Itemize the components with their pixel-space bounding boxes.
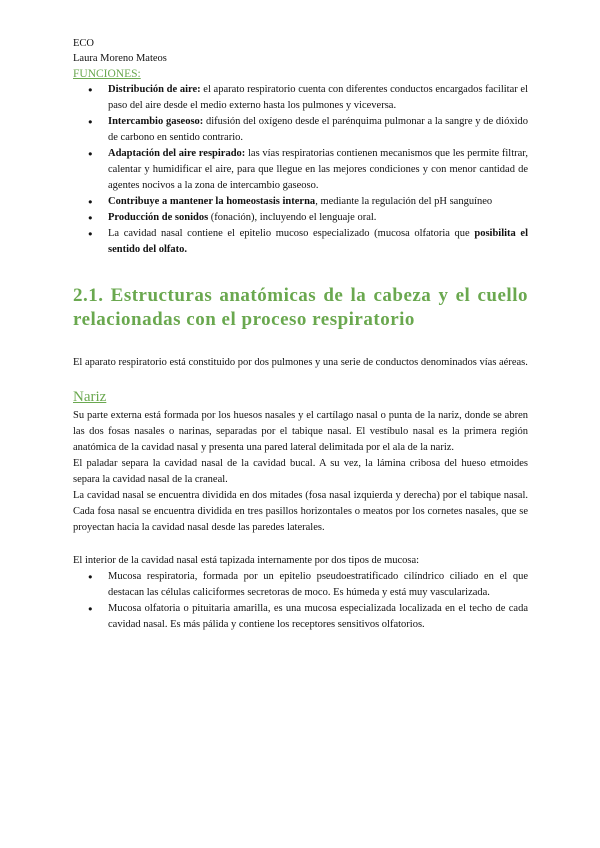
nariz-paragraph-1: Su parte externa está formada por los huesos nasales y el cartílago nasal o punta de la nariz, donde se abren las dos fosas nasales o narinas, separadas por el tabique nasal. El vestíbulo nasal es la primera región anatómica de la cavidad nasal y presenta una pared lateral delimitada por el ala de la nariz. <box>73 410 528 453</box>
nariz-heading: Nariz <box>73 389 107 405</box>
list-item: ● Mucosa olfatoria o pituitaria amarilla, es una mucosa especializada localizada en el techo de cada cavidad nasal. Es más pálida y contiene los receptores sensitivos olfatorios. <box>73 601 528 633</box>
list-item: ● Producción de sonidos (fonación), incluyendo el lenguaje oral. <box>73 210 528 226</box>
list-item: ● Adaptación del aire respirado: las vías respiratorias contienen mecanismos que les permite filtrar, calentar y humidificar el aire, para que llegue en las mejores condiciones y con menor cantidad de agentes nocivos a la zona de intercambio gaseoso. <box>73 146 528 194</box>
funciones-heading: FUNCIONES: <box>73 68 141 80</box>
section-intro: El aparato respiratorio está constituido por dos pulmones y una serie de conductos denominados vías aéreas. <box>73 357 528 368</box>
list-item: ● La cavidad nasal contiene el epitelio mucoso especializado (mucosa olfatoria que posibilita el sentido del olfato. <box>73 226 528 258</box>
nariz-paragraph-4: El interior de la cavidad nasal está tapizada internamente por dos tipos de mucosa: <box>73 555 420 566</box>
header-subject: ECO <box>73 38 94 49</box>
nariz-paragraph-2: El paladar separa la cavidad nasal de la cavidad bucal. A su vez, la lámina cribosa del hueso etmoides separa la cavidad nasal de la craneal. <box>73 458 528 485</box>
nariz-paragraph-3: La cavidad nasal se encuentra dividida en dos mitades (fosa nasal izquierda y derecha) por el tabique nasal. Cada fosa nasal se encuentra dividida en tres pasillos horizontales o meatos por los cornetes nasales, que se proyectan hacia la cavidad nasal desde las paredes laterales. <box>73 490 528 533</box>
list-item: ● Distribución de aire: el aparato respiratorio cuenta con diferentes conductos encargados facilitar el paso del aire desde el medio externo hasta los pulmones y viceversa. <box>73 82 528 114</box>
document-page <box>73 36 528 633</box>
mucosas-list <box>73 569 528 633</box>
header-author: Laura Moreno Mateos <box>73 53 167 64</box>
list-item: ● Intercambio gaseoso: difusión del oxígeno desde el parénquima pulmonar a la sangre y de dióxido de carbono en sentido contrario. <box>73 114 528 146</box>
funciones-list <box>73 82 528 258</box>
list-item: ● Mucosa respiratoria, formada por un epitelio pseudoestratificado cilíndrico ciliado en el que destacan las células caliciformes secretoras de moco. Es húmeda y está muy vascularizada. <box>73 569 528 601</box>
section-title: 2.1. Estructuras anatómicas de la cabeza y el cuello relacionadas con el proceso respiratorio <box>73 285 528 330</box>
list-item: ● Contribuye a mantener la homeostasis interna, mediante la regulación del pH sanguíneo <box>73 194 528 210</box>
